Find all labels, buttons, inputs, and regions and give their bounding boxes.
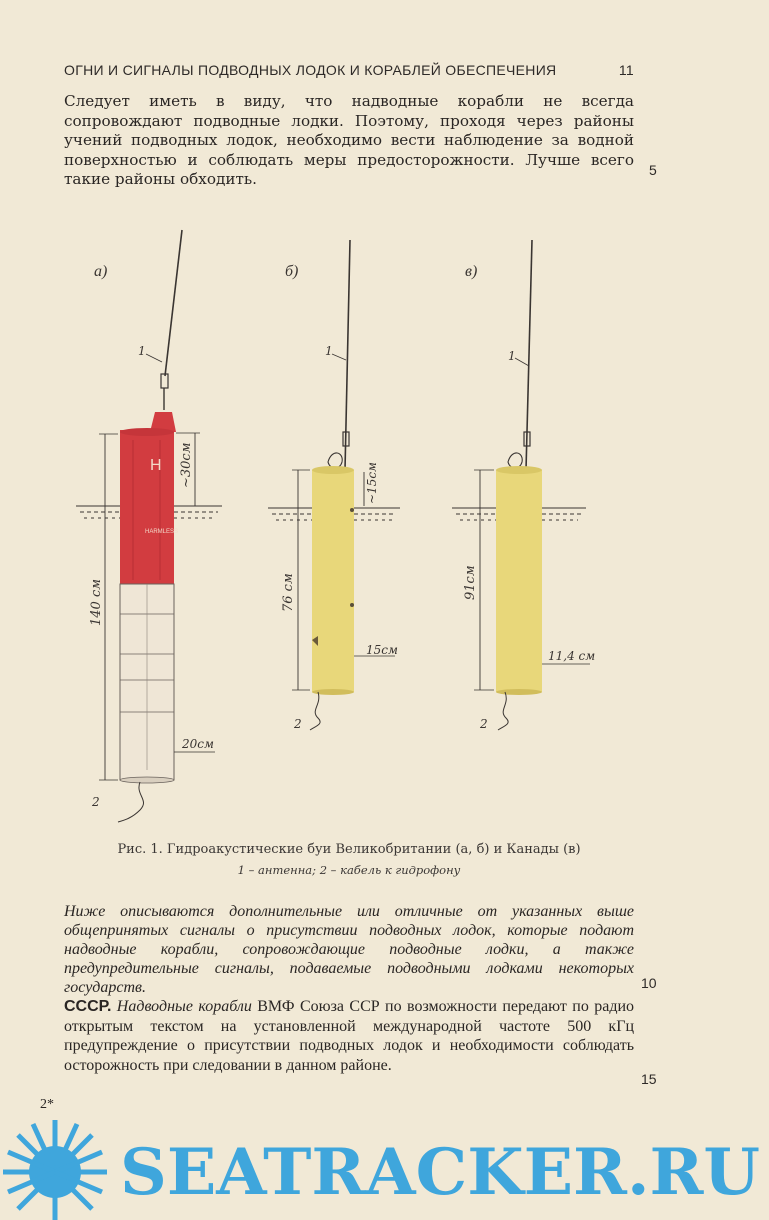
- callout-1-b: 1: [325, 344, 333, 358]
- dim-a-width: 20см: [182, 737, 214, 751]
- dim-c-width: 11,4 см: [548, 649, 596, 663]
- dim-b-width: 15см: [366, 643, 398, 657]
- buoy-a: [76, 230, 222, 822]
- line-number-5: 5: [649, 162, 657, 178]
- dim-a-height: 140 см: [89, 578, 104, 626]
- dim-a-top: ~30см: [179, 442, 194, 488]
- buoy-a-band-text: HARMLESS: [145, 529, 179, 535]
- buoys-figure: [0, 220, 769, 830]
- dim-c-height: 91см: [463, 565, 478, 600]
- signature-mark: 2*: [40, 1097, 54, 1112]
- watermark-logo: [0, 1110, 769, 1220]
- callout-2-a: 2: [92, 795, 100, 809]
- figure-caption: Рис. 1. Гидроакустические буи Великобритании (а, б) и Канады (в): [117, 842, 581, 857]
- dim-b-height: 76 см: [281, 573, 296, 612]
- page-number: 11: [618, 62, 634, 78]
- callout-1-c: 1: [508, 349, 516, 363]
- buoy-a-letter: Н: [150, 457, 162, 474]
- sun-icon: [3, 1120, 107, 1220]
- label-b: б): [285, 263, 299, 280]
- paragraph-3-text: ВМФ Союза ССР по возможности передают по радио открытым текстом на установленной международной частоте 500 кГц предупреждение о присутствии подводных лодок и необходимости соблюдать осторожность при следовании в данном районе.: [64, 998, 635, 1074]
- callout-1-a: 1: [138, 344, 146, 358]
- buoy-b: [268, 240, 400, 731]
- country-heading: СССР.: [64, 998, 112, 1015]
- paragraph-2: Ниже описываются дополнительные или отличные от указанных выше общепринятых сигналы о присутствии подводных лодок, которые подают надводные корабли, сопровождающие подводные лодки, а также предупредительные сигналы, подаваемые подводными лодками некоторых государств.: [64, 903, 634, 996]
- figure-legend: 1 – антенна; 2 – кабель к гидрофону: [237, 863, 461, 877]
- callout-2-c: 2: [480, 717, 488, 731]
- buoy-c: [452, 240, 595, 731]
- running-header: [64, 62, 634, 78]
- paragraph-3-italic: Надводные корабли: [116, 998, 252, 1015]
- dim-b-top: ~15см: [365, 462, 379, 504]
- watermark-text: SEATRACKER.RU: [120, 1135, 760, 1210]
- paragraph-1: Следует иметь в виду, что надводные корабли не всегда сопровождают подводные лодки. Поэтому, проходя через районы учений подводных лодок, необходимо вести наблюдение за водной поверхностью и соблюдать меры предосторожности. Лучше всего такие районы обходить.: [64, 92, 634, 188]
- paragraph-3: [64, 997, 634, 1075]
- header-title: ОГНИ И СИГНАЛЫ ПОДВОДНЫХ ЛОДОК И КОРАБЛЕЙ ОБЕСПЕЧЕНИЯ: [64, 62, 557, 78]
- callout-2-b: 2: [294, 717, 302, 731]
- label-a: а): [94, 263, 108, 280]
- line-number-15: 15: [641, 1071, 657, 1087]
- label-c: в): [465, 263, 478, 280]
- line-number-10: 10: [641, 975, 657, 991]
